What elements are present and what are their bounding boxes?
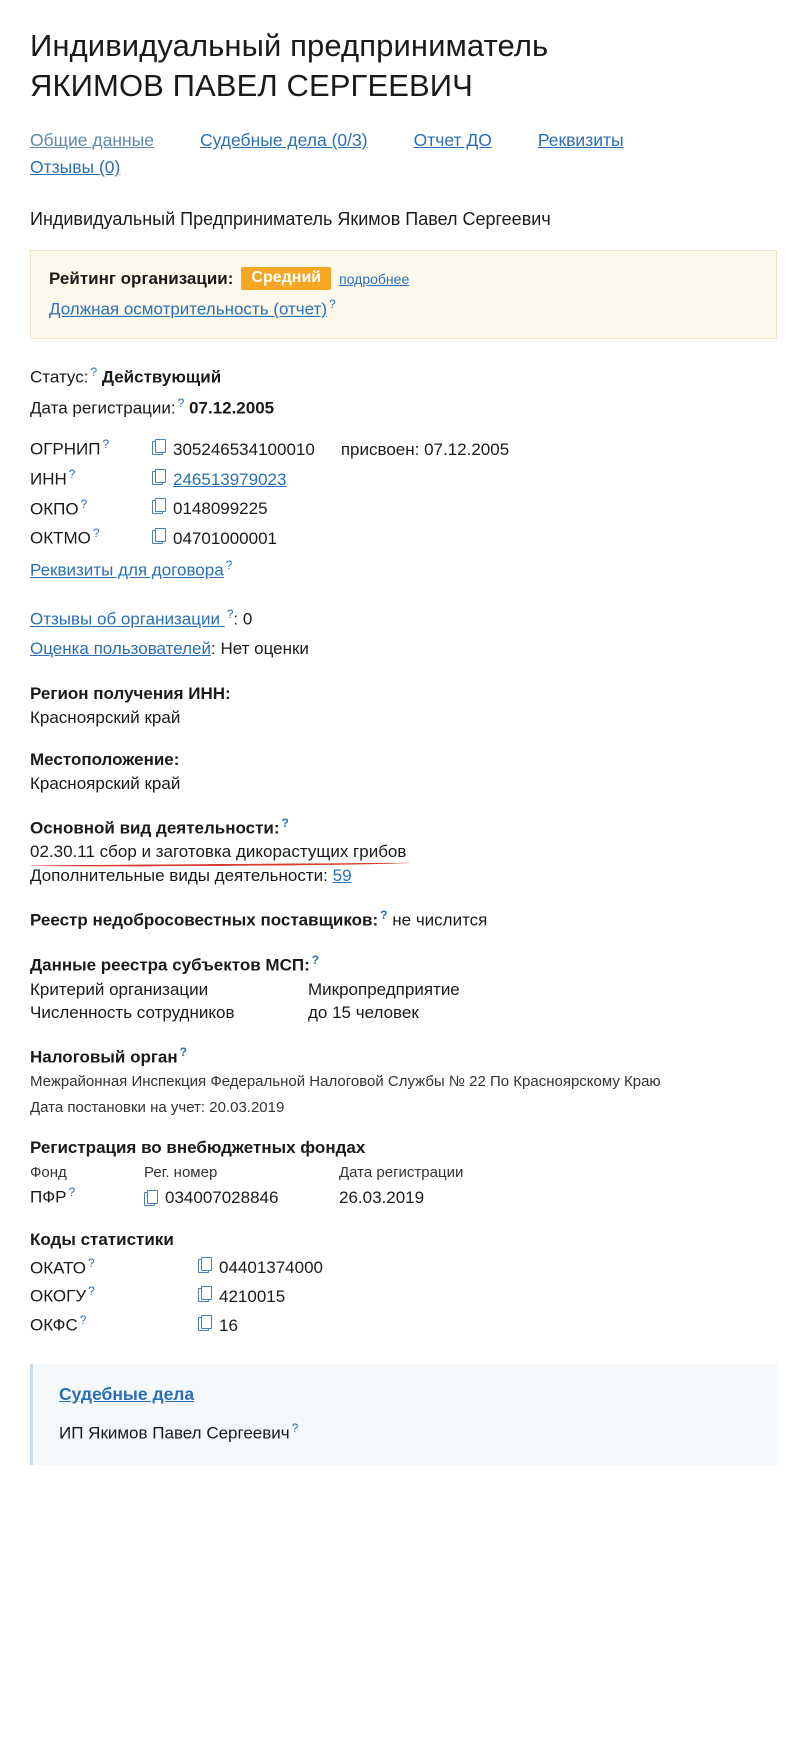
help-icon-msp[interactable]: ? <box>311 953 320 968</box>
statistics-row-okato <box>30 1256 777 1279</box>
funds-table-header <box>30 1164 777 1181</box>
funds-fund-name <box>30 1185 144 1208</box>
copy-icon[interactable] <box>144 1190 157 1206</box>
statistics-value-okato: 04401374000 <box>219 1258 324 1278</box>
inn-region-heading: Регион получения ИНН: <box>30 683 231 703</box>
msp-heading <box>30 953 777 976</box>
msp-headcount-label: Численность сотрудников <box>30 1002 235 1022</box>
copy-icon[interactable] <box>198 1286 211 1302</box>
identifier-label-text: ОКТМО <box>30 528 91 548</box>
court-case-item-text: ИП Якимов Павел Сергеевич <box>59 1423 290 1443</box>
copy-icon[interactable] <box>152 498 165 514</box>
help-icon-diligence[interactable]: ? <box>329 297 336 312</box>
identifier-label <box>30 497 152 520</box>
identifier-label <box>30 467 152 490</box>
help-icon-reviews[interactable]: ? <box>226 607 234 622</box>
msp-headcount-value: до 15 человек <box>308 1002 419 1022</box>
statistics-label <box>30 1313 198 1336</box>
reviews-link[interactable]: Отзывы об организации <box>30 609 225 629</box>
tax-authority-name: Межрайонная Инспекция Федеральной Налоговой Службы № 22 По Красноярскому Краю <box>30 1073 661 1091</box>
tax-authority-heading-text: Налоговый орган <box>30 1047 178 1067</box>
unfair-suppliers-row <box>30 908 777 931</box>
funds-number-cell <box>144 1188 339 1208</box>
help-icon-okpo[interactable]: ? <box>80 496 88 511</box>
user-rating-row <box>30 636 777 662</box>
msp-row <box>30 1003 777 1023</box>
statistics-label <box>30 1284 198 1307</box>
identifier-value-oktmo: 04701000001 <box>173 528 278 548</box>
statistics-heading: Коды статистики <box>30 1229 174 1249</box>
funds-table-row <box>30 1185 777 1208</box>
msp-row <box>30 980 777 1000</box>
msp-criteria-label: Критерий организации <box>30 979 209 999</box>
help-icon-requisites[interactable]: ? <box>225 557 233 572</box>
unfair-suppliers-heading: Реестр недобросовестных поставщиков: <box>30 911 379 931</box>
statistics-label-text: ОКАТО <box>30 1258 86 1278</box>
funds-col-date: Дата регистрации <box>339 1164 464 1182</box>
identifier-row-oktmo <box>30 526 777 549</box>
reviews-row <box>30 605 777 632</box>
identifier-label-text: ИНН <box>30 469 67 489</box>
copy-icon[interactable] <box>152 439 165 455</box>
additional-activities-label: Дополнительные виды деятельности: <box>30 866 328 886</box>
help-icon-inn[interactable]: ? <box>68 466 76 481</box>
additional-activities-row <box>30 866 777 886</box>
tab-obshchie-dannye[interactable]: Общие данные <box>30 130 154 151</box>
tab-otzyvy[interactable]: Отзывы (0) <box>30 157 121 178</box>
main-activity-value-wrap <box>30 842 777 862</box>
help-icon-oktmo[interactable]: ? <box>92 526 100 541</box>
copy-icon[interactable] <box>198 1257 211 1273</box>
identifier-label <box>30 437 152 460</box>
additional-activities-count[interactable]: 59 <box>332 866 352 886</box>
rating-details-link[interactable]: подробнее <box>339 270 410 287</box>
registration-date-row <box>30 394 777 421</box>
status-row <box>30 363 777 390</box>
tab-rekvizity[interactable]: Реквизиты <box>537 130 624 151</box>
tab-bar <box>30 127 777 181</box>
rating-panel <box>30 250 777 339</box>
contract-requisites-link[interactable]: Реквизиты для договора <box>30 560 224 580</box>
identifier-row-inn <box>30 467 777 490</box>
user-rating-value: : Нет оценки <box>211 639 309 659</box>
copy-icon[interactable] <box>198 1315 211 1331</box>
location-value: Красноярский край <box>30 773 181 793</box>
help-icon-okato[interactable]: ? <box>87 1255 95 1270</box>
msp-criteria-value: Микропредприятие <box>308 979 460 999</box>
statistics-label-text: ОКОГУ <box>30 1287 87 1307</box>
funds-table <box>30 1164 777 1208</box>
diligence-report-link[interactable]: Должная осмотрительность (отчет) <box>49 300 328 319</box>
identifier-value-ogrnip: 305246534100010 <box>173 439 315 459</box>
tab-sudebnye-dela[interactable]: Судебные дела (0/3) <box>200 130 368 151</box>
identifier-value-inn[interactable]: 246513979023 <box>173 469 287 489</box>
statistics-label <box>30 1256 198 1279</box>
help-icon-reg-date[interactable]: ? <box>177 396 185 411</box>
help-icon-tax[interactable]: ? <box>179 1044 187 1059</box>
help-icon-court-case[interactable]: ? <box>291 1420 299 1435</box>
statistics-row-okogu <box>30 1284 777 1307</box>
help-icon-okogu[interactable]: ? <box>88 1284 95 1299</box>
rating-row <box>49 267 758 290</box>
main-activity-heading-text: Основной вид деятельности: <box>30 818 280 838</box>
help-icon-main-activity[interactable]: ? <box>281 815 289 830</box>
rating-badge: Средний <box>241 267 331 290</box>
tax-authority-registered-on: Дата постановки на учет: 20.03.2019 <box>30 1099 285 1117</box>
diligence-row <box>49 297 758 320</box>
msp-table <box>30 980 777 1023</box>
identifier-label-text: ОКПО <box>30 499 79 519</box>
page-title-line2: ЯКИМОВ ПАВЕЛ СЕРГЕЕВИЧ <box>30 67 473 103</box>
status-label: Статус: <box>30 367 89 387</box>
help-icon-status[interactable]: ? <box>90 365 98 379</box>
help-icon-unfair[interactable]: ? <box>380 908 388 923</box>
rating-label: Рейтинг организации: <box>49 268 234 288</box>
status-value: Действующий <box>101 367 222 387</box>
identifier-row-okpo <box>30 497 777 520</box>
copy-icon[interactable] <box>152 469 165 485</box>
help-icon-ogrnip[interactable]: ? <box>102 437 110 452</box>
identifier-row-ogrnip <box>30 437 777 460</box>
statistics-value-okogu: 4210015 <box>219 1287 286 1307</box>
identifier-value-okpo: 0148099225 <box>173 499 268 519</box>
statistics-label-text: ОКФС <box>30 1315 78 1335</box>
funds-heading: Регистрация во внебюджетных фондах <box>30 1138 366 1158</box>
identifier-label <box>30 526 152 549</box>
registration-date-value: 07.12.2005 <box>189 398 275 418</box>
help-icon-okfs[interactable]: ? <box>79 1313 87 1328</box>
funds-date-value: 26.03.2019 <box>339 1187 425 1207</box>
copy-icon[interactable] <box>152 528 165 544</box>
contract-requisites-row <box>30 556 777 583</box>
funds-col-number: Рег. номер <box>144 1164 218 1182</box>
identifier-label-text: ОГРНИП <box>30 439 101 459</box>
tax-authority-heading <box>30 1045 777 1068</box>
status-block <box>30 363 777 421</box>
statistics-row-okfs <box>30 1313 777 1336</box>
funds-number-value: 034007028846 <box>165 1187 279 1207</box>
unfair-suppliers-value: не числится <box>392 911 488 931</box>
page-title <box>30 26 777 105</box>
legal-name: Индивидуальный Предприниматель Якимов Павел Сергеевич <box>30 209 551 230</box>
reviews-count: : 0 <box>233 609 253 629</box>
msp-heading-text: Данные реестра субъектов МСП: <box>30 955 310 975</box>
court-cases-panel <box>30 1364 777 1466</box>
statistics-value-okfs: 16 <box>219 1315 238 1335</box>
funds-fund-name-text: ПФР <box>30 1187 67 1207</box>
court-case-item <box>59 1421 755 1444</box>
registration-date-label: Дата регистрации: <box>30 398 176 418</box>
help-icon-pfr[interactable]: ? <box>68 1185 76 1200</box>
court-cases-title-link[interactable]: Судебные дела <box>59 1383 195 1404</box>
page-title-line1: Индивидуальный предприниматель <box>30 28 549 63</box>
main-activity-value: 02.30.11 сбор и заготовка дикорастущих грибов <box>30 842 407 862</box>
main-activity-heading <box>30 816 777 839</box>
user-rating-link[interactable]: Оценка пользователей <box>30 639 211 659</box>
statistics-list <box>30 1256 777 1336</box>
location-heading: Местоположение: <box>30 749 180 769</box>
identifier-assigned-ogrnip: присвоен: 07.12.2005 <box>340 439 510 459</box>
identifiers-list <box>30 437 777 549</box>
inn-region-value: Красноярский край <box>30 707 181 727</box>
tab-otchet-do[interactable]: Отчет ДО <box>413 130 492 151</box>
funds-col-fund: Фонд <box>30 1164 67 1182</box>
